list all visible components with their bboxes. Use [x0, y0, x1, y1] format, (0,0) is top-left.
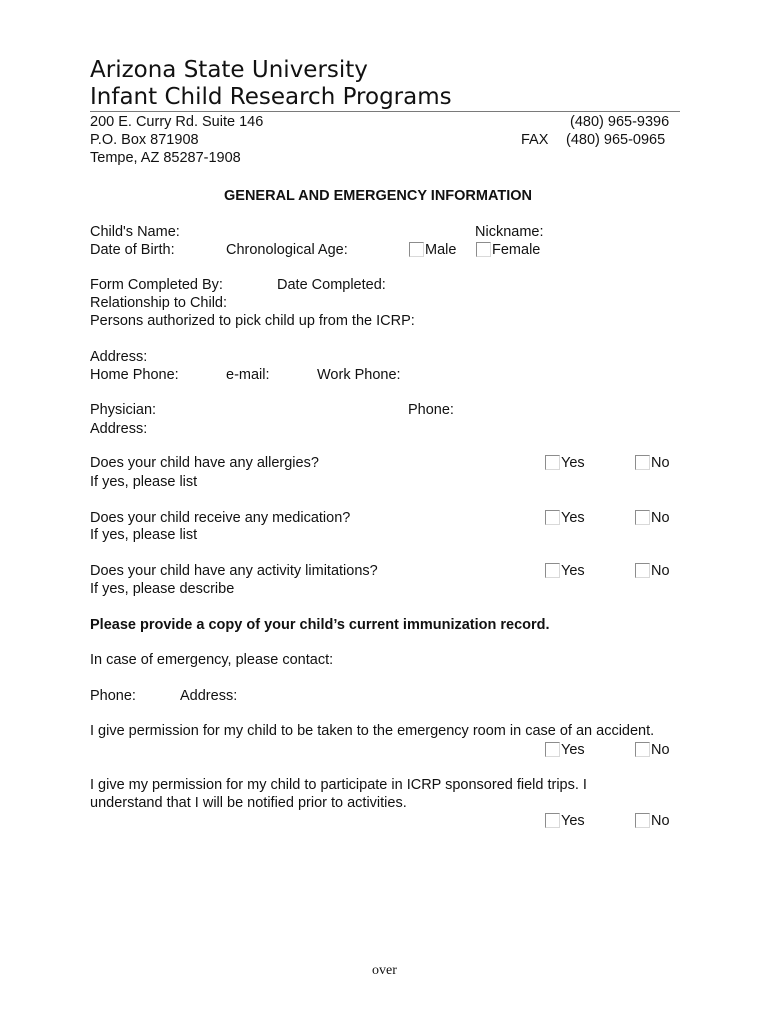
field-trip-yes-checkbox[interactable]	[545, 813, 560, 828]
limitations-no-label: No	[651, 563, 670, 579]
emergency-intro: In case of emergency, please contact:	[90, 652, 334, 668]
persons-authorized-label: Persons authorized to pick child up from the ICRP:	[90, 313, 415, 329]
allergies-no-checkbox[interactable]	[635, 455, 650, 470]
page-footer-over: over	[372, 963, 397, 978]
form-completed-by-label: Form Completed By:	[90, 277, 223, 293]
limitations-question: Does your child have any activity limitations?	[90, 563, 378, 579]
email-label: e-mail:	[226, 367, 270, 383]
fax-number: (480) 965-0965	[566, 132, 666, 148]
allergies-yes-label: Yes	[561, 455, 585, 471]
female-label: Female	[492, 242, 541, 258]
date-completed-label: Date Completed:	[277, 277, 386, 293]
field-trip-text-line-2: understand that I will be notified prior to activities.	[90, 795, 407, 811]
phone-number: (480) 965-9396	[570, 114, 670, 130]
field-trip-no-checkbox[interactable]	[635, 813, 650, 828]
er-no-checkbox[interactable]	[635, 742, 650, 757]
childs-name-label: Child's Name:	[90, 224, 180, 240]
field-trip-yes-label: Yes	[561, 813, 585, 829]
relationship-label: Relationship to Child:	[90, 295, 228, 311]
field-trip-text-line-1: I give my permission for my child to participate in ICRP sponsored field trips. I	[90, 777, 587, 793]
physician-label: Physician:	[90, 402, 157, 418]
home-phone-label: Home Phone:	[90, 367, 179, 383]
medication-yes-label: Yes	[561, 510, 585, 526]
allergies-yes-checkbox[interactable]	[545, 455, 560, 470]
field-trip-no-label: No	[651, 813, 670, 829]
work-phone-label: Work Phone:	[317, 367, 401, 383]
limitations-followup: If yes, please describe	[90, 581, 235, 597]
header-divider	[90, 111, 680, 112]
male-checkbox[interactable]	[409, 242, 424, 257]
allergies-question: Does your child have any allergies?	[90, 455, 319, 471]
er-yes-checkbox[interactable]	[545, 742, 560, 757]
limitations-no-checkbox[interactable]	[635, 563, 650, 578]
address-label: Address:	[90, 349, 148, 365]
er-yes-label: Yes	[561, 742, 585, 758]
medication-question: Does your child receive any medication?	[90, 510, 351, 526]
physician-address-label: Address:	[90, 421, 148, 437]
medication-followup: If yes, please list	[90, 527, 198, 543]
medication-no-checkbox[interactable]	[635, 510, 650, 525]
chronological-age-label: Chronological Age:	[226, 242, 348, 258]
address-line-2: P.O. Box 871908	[90, 132, 199, 148]
immunization-note: Please provide a copy of your child’s current immunization record.	[90, 617, 550, 633]
er-permission-text: I give permission for my child to be taken to the emergency room in case of an accident.	[90, 723, 655, 739]
er-no-label: No	[651, 742, 670, 758]
form-title: GENERAL AND EMERGENCY INFORMATION	[224, 188, 533, 204]
limitations-yes-label: Yes	[561, 563, 585, 579]
medication-no-label: No	[651, 510, 670, 526]
org-name: Arizona State University	[90, 57, 368, 83]
address-line-1: 200 E. Curry Rd. Suite 146	[90, 114, 264, 130]
allergies-followup: If yes, please list	[90, 474, 198, 490]
allergies-no-label: No	[651, 455, 670, 471]
emergency-phone-label: Phone:	[90, 688, 136, 704]
female-checkbox[interactable]	[476, 242, 491, 257]
address-line-3: Tempe, AZ 85287-1908	[90, 150, 241, 166]
program-name: Infant Child Research Programs	[90, 84, 452, 110]
emergency-address-label: Address:	[180, 688, 238, 704]
fax-label: FAX	[521, 132, 549, 148]
physician-phone-label: Phone:	[408, 402, 454, 418]
male-label: Male	[425, 242, 457, 258]
medication-yes-checkbox[interactable]	[545, 510, 560, 525]
date-of-birth-label: Date of Birth:	[90, 242, 175, 258]
limitations-yes-checkbox[interactable]	[545, 563, 560, 578]
nickname-label: Nickname:	[475, 224, 544, 240]
